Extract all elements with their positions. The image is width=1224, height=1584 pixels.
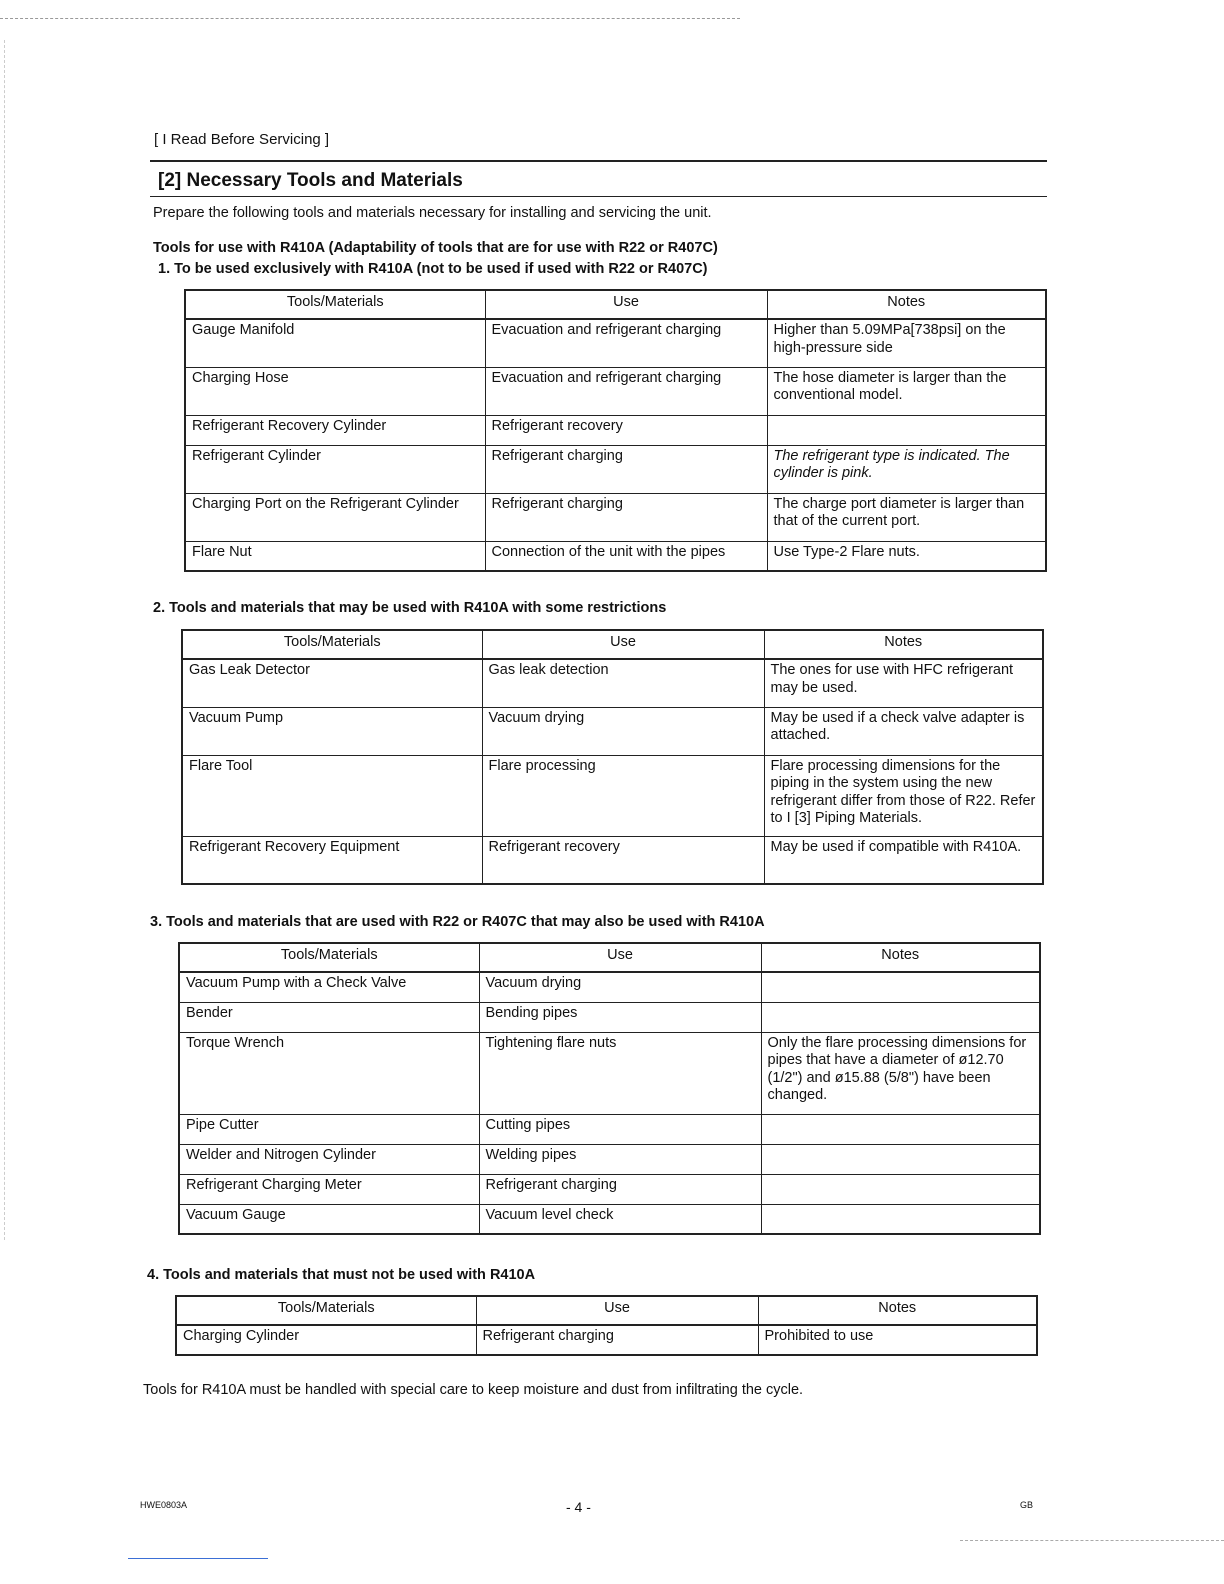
table-row: Pipe Cutter Cutting pipes bbox=[179, 1114, 1040, 1144]
scan-edge-line bbox=[4, 40, 5, 1240]
table-row: Refrigerant Charging Meter Refrigerant charging bbox=[179, 1174, 1040, 1204]
table2-heading: 2. Tools and materials that may be used with R410A with some restrictions bbox=[153, 600, 667, 616]
column-header-notes: Notes bbox=[764, 630, 1043, 659]
scan-edge-line bbox=[960, 1540, 1224, 1541]
table-exclusive-r410a bbox=[184, 289, 1047, 572]
language-code: GB bbox=[1020, 1500, 1034, 1510]
page-title: [2] Necessary Tools and Materials bbox=[158, 170, 463, 191]
table-row: Charging Cylinder Refrigerant charging Prohibited to use bbox=[176, 1325, 1037, 1355]
table-row: Torque Wrench Tightening flare nuts Only the flare processing dimensions for pipes that have a diameter of ø12.70 (1/2") and ø15.88 (5/8") have been changed. bbox=[179, 1032, 1040, 1114]
table-row: Refrigerant Recovery Equipment Refrigerant recovery May be used if compatible with R410A. bbox=[182, 836, 1043, 884]
table-restricted-r410a bbox=[181, 629, 1044, 885]
column-header-tools: Tools/Materials bbox=[176, 1296, 476, 1325]
page-number: - 4 - bbox=[566, 1499, 591, 1515]
column-header-notes: Notes bbox=[758, 1296, 1037, 1325]
closing-note: Tools for R410A must be handled with special care to keep moisture and dust from infiltrating the cycle. bbox=[143, 1382, 804, 1398]
column-header-use: Use bbox=[485, 290, 767, 319]
table-row: Vacuum Pump Vacuum drying May be used if a check valve adapter is attached. bbox=[182, 707, 1043, 755]
table-row: Flare Tool Flare processing Flare processing dimensions for the piping in the system using the new refrigerant differ from those of R22. Refer to I [3] Piping Materials. bbox=[182, 755, 1043, 836]
column-header-use: Use bbox=[476, 1296, 758, 1325]
breadcrumb: [ I Read Before Servicing ] bbox=[154, 131, 330, 148]
table-row: Gas Leak Detector Gas leak detection The ones for use with HFC refrigerant may be used. bbox=[182, 659, 1043, 707]
intro-text: Prepare the following tools and materials necessary for installing and servicing the unit. bbox=[153, 205, 712, 221]
table3-heading: 3. Tools and materials that are used with R22 or R407C that may also be used with R410A bbox=[150, 914, 765, 930]
table-row: Refrigerant Recovery Cylinder Refrigerant recovery bbox=[185, 415, 1046, 445]
table-row: Vacuum Gauge Vacuum level check bbox=[179, 1204, 1040, 1234]
table-prohibited-r410a bbox=[175, 1295, 1038, 1356]
adaptability-heading: Tools for use with R410A (Adaptability of tools that are for use with R22 or R407C) bbox=[153, 240, 718, 256]
table1-heading: 1. To be used exclusively with R410A (not to be used if used with R22 or R407C) bbox=[158, 261, 708, 277]
table-row: Charging Hose Evacuation and refrigerant charging The hose diameter is larger than the conventional model. bbox=[185, 367, 1046, 415]
column-header-tools: Tools/Materials bbox=[179, 943, 479, 972]
table-row: Refrigerant Cylinder Refrigerant charging The refrigerant type is indicated. The cylinder is pink. bbox=[185, 445, 1046, 493]
table-row: Charging Port on the Refrigerant Cylinder Refrigerant charging The charge port diameter is larger than that of the current port. bbox=[185, 493, 1046, 541]
table-row: Flare Nut Connection of the unit with the pipes Use Type-2 Flare nuts. bbox=[185, 541, 1046, 571]
scan-edge-line bbox=[0, 18, 740, 19]
column-header-tools: Tools/Materials bbox=[185, 290, 485, 319]
column-header-notes: Notes bbox=[761, 943, 1040, 972]
divider bbox=[150, 160, 1047, 162]
table-row: Gauge Manifold Evacuation and refrigerant charging Higher than 5.09MPa[738psi] on the high-pressure side bbox=[185, 319, 1046, 367]
column-header-tools: Tools/Materials bbox=[182, 630, 482, 659]
table-row: Vacuum Pump with a Check Valve Vacuum drying bbox=[179, 972, 1040, 1002]
table-shared-r22-r410a bbox=[178, 942, 1041, 1235]
scan-edge-line bbox=[128, 1558, 268, 1559]
column-header-notes: Notes bbox=[767, 290, 1046, 319]
table-row: Bender Bending pipes bbox=[179, 1002, 1040, 1032]
document-code: HWE0803A bbox=[140, 1500, 188, 1510]
column-header-use: Use bbox=[479, 943, 761, 972]
table-row: Welder and Nitrogen Cylinder Welding pipes bbox=[179, 1144, 1040, 1174]
divider bbox=[150, 196, 1047, 197]
table4-heading: 4. Tools and materials that must not be used with R410A bbox=[147, 1267, 536, 1283]
column-header-use: Use bbox=[482, 630, 764, 659]
